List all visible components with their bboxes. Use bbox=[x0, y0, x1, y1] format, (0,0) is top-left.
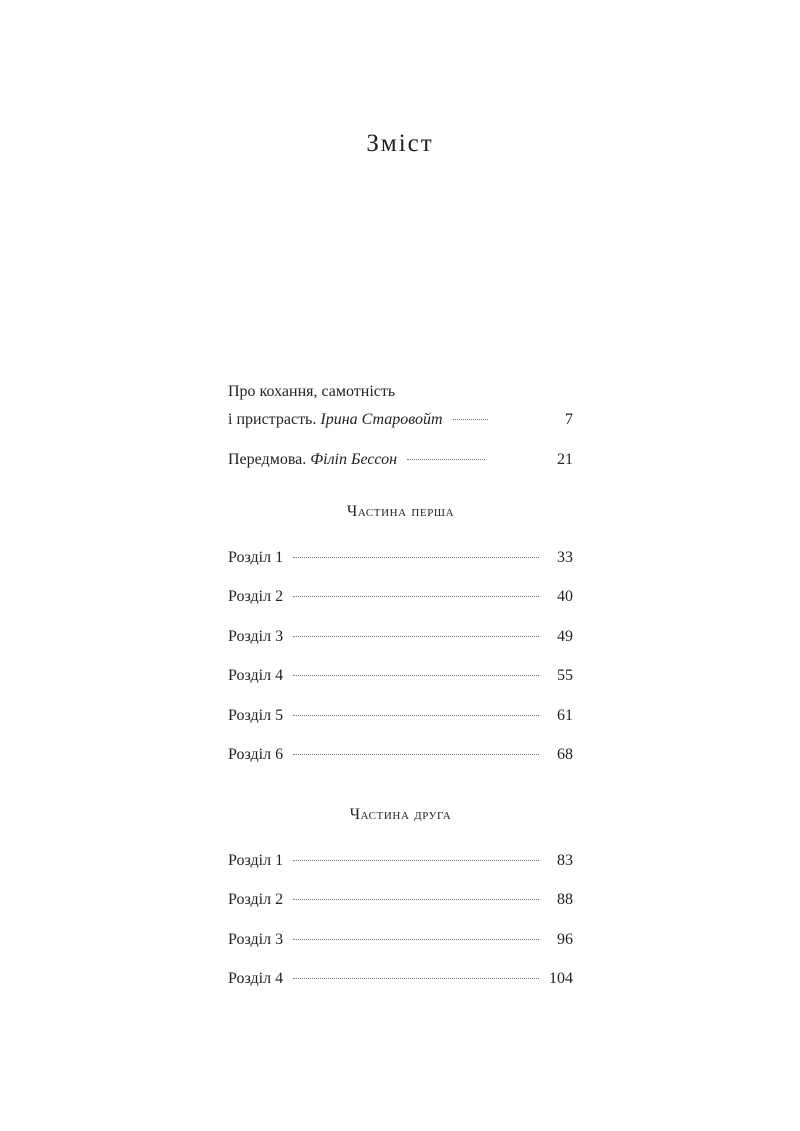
toc-entry-label: Передмова. Філіп Бессон bbox=[228, 451, 398, 468]
toc-entry-label: Розділ 2 bbox=[228, 588, 284, 605]
toc-entry-author: Ірина Старовойт bbox=[320, 411, 443, 428]
toc-entry-foreword-1[interactable] bbox=[228, 378, 573, 434]
toc-entry-chapter[interactable] bbox=[228, 696, 573, 736]
toc-entry-label: Розділ 1 bbox=[228, 851, 284, 869]
toc-entry-label: Розділ 2 bbox=[228, 891, 284, 908]
toc-entry-author: Філіп Бессон bbox=[310, 451, 398, 468]
toc-entry-chapter[interactable] bbox=[228, 735, 573, 775]
dot-leader bbox=[293, 714, 539, 716]
part-heading: Частина перша bbox=[346, 502, 455, 520]
toc-entry-chapter[interactable] bbox=[228, 841, 573, 881]
toc-entry-label: Розділ 4 bbox=[228, 667, 284, 684]
toc-entry-label: Розділ 5 bbox=[228, 706, 284, 724]
toc-entry-chapter[interactable] bbox=[228, 577, 573, 617]
toc-entry-label-line1: Про кохання, самотність bbox=[228, 383, 396, 400]
toc-page-number: 88 bbox=[557, 891, 573, 908]
dot-leader bbox=[293, 556, 539, 558]
toc-page-number: 83 bbox=[557, 851, 573, 869]
toc-entry-label: Розділ 1 bbox=[228, 548, 284, 566]
toc-page-number: 49 bbox=[557, 627, 573, 645]
toc-entry-label: і пристрасть. Ірина Старовойт bbox=[228, 411, 443, 428]
toc-page-number: 96 bbox=[557, 930, 573, 948]
dot-leader bbox=[407, 458, 485, 460]
toc-entry-chapter[interactable] bbox=[228, 656, 573, 696]
part-heading: Частина друга bbox=[349, 805, 452, 823]
page-title: Зміст bbox=[366, 130, 434, 157]
toc-page-number: 33 bbox=[557, 548, 573, 566]
dot-leader bbox=[293, 859, 539, 861]
dot-leader bbox=[293, 753, 539, 755]
toc-page-number: 68 bbox=[557, 746, 573, 763]
toc-entry-chapter[interactable] bbox=[228, 538, 573, 578]
dot-leader bbox=[293, 595, 539, 597]
toc-entry-foreword-2[interactable] bbox=[228, 440, 573, 480]
toc-entry-line2 bbox=[228, 406, 573, 434]
toc-page-number: 55 bbox=[557, 667, 573, 684]
dot-leader bbox=[293, 898, 539, 900]
toc-page-number: 61 bbox=[557, 706, 573, 724]
dot-leader bbox=[293, 635, 539, 637]
toc-entry-label: Розділ 3 bbox=[228, 627, 284, 645]
dot-leader bbox=[293, 938, 539, 940]
toc-entry-label: Розділ 6 bbox=[228, 746, 284, 763]
toc-entry-chapter[interactable] bbox=[228, 920, 573, 960]
table-of-contents bbox=[228, 378, 573, 999]
dot-leader bbox=[453, 418, 488, 420]
toc-entry-chapter[interactable] bbox=[228, 959, 573, 999]
toc-page-number: 104 bbox=[549, 970, 573, 987]
toc-entry-chapter[interactable] bbox=[228, 617, 573, 657]
dot-leader bbox=[293, 674, 539, 676]
toc-entry-label: Розділ 4 bbox=[228, 970, 284, 987]
toc-entry-label: Розділ 3 bbox=[228, 930, 284, 948]
dot-leader bbox=[293, 977, 539, 979]
toc-page-number: 7 bbox=[565, 411, 573, 428]
toc-page-number: 21 bbox=[557, 451, 573, 468]
toc-page-number: 40 bbox=[557, 588, 573, 605]
toc-entry-chapter[interactable] bbox=[228, 880, 573, 920]
